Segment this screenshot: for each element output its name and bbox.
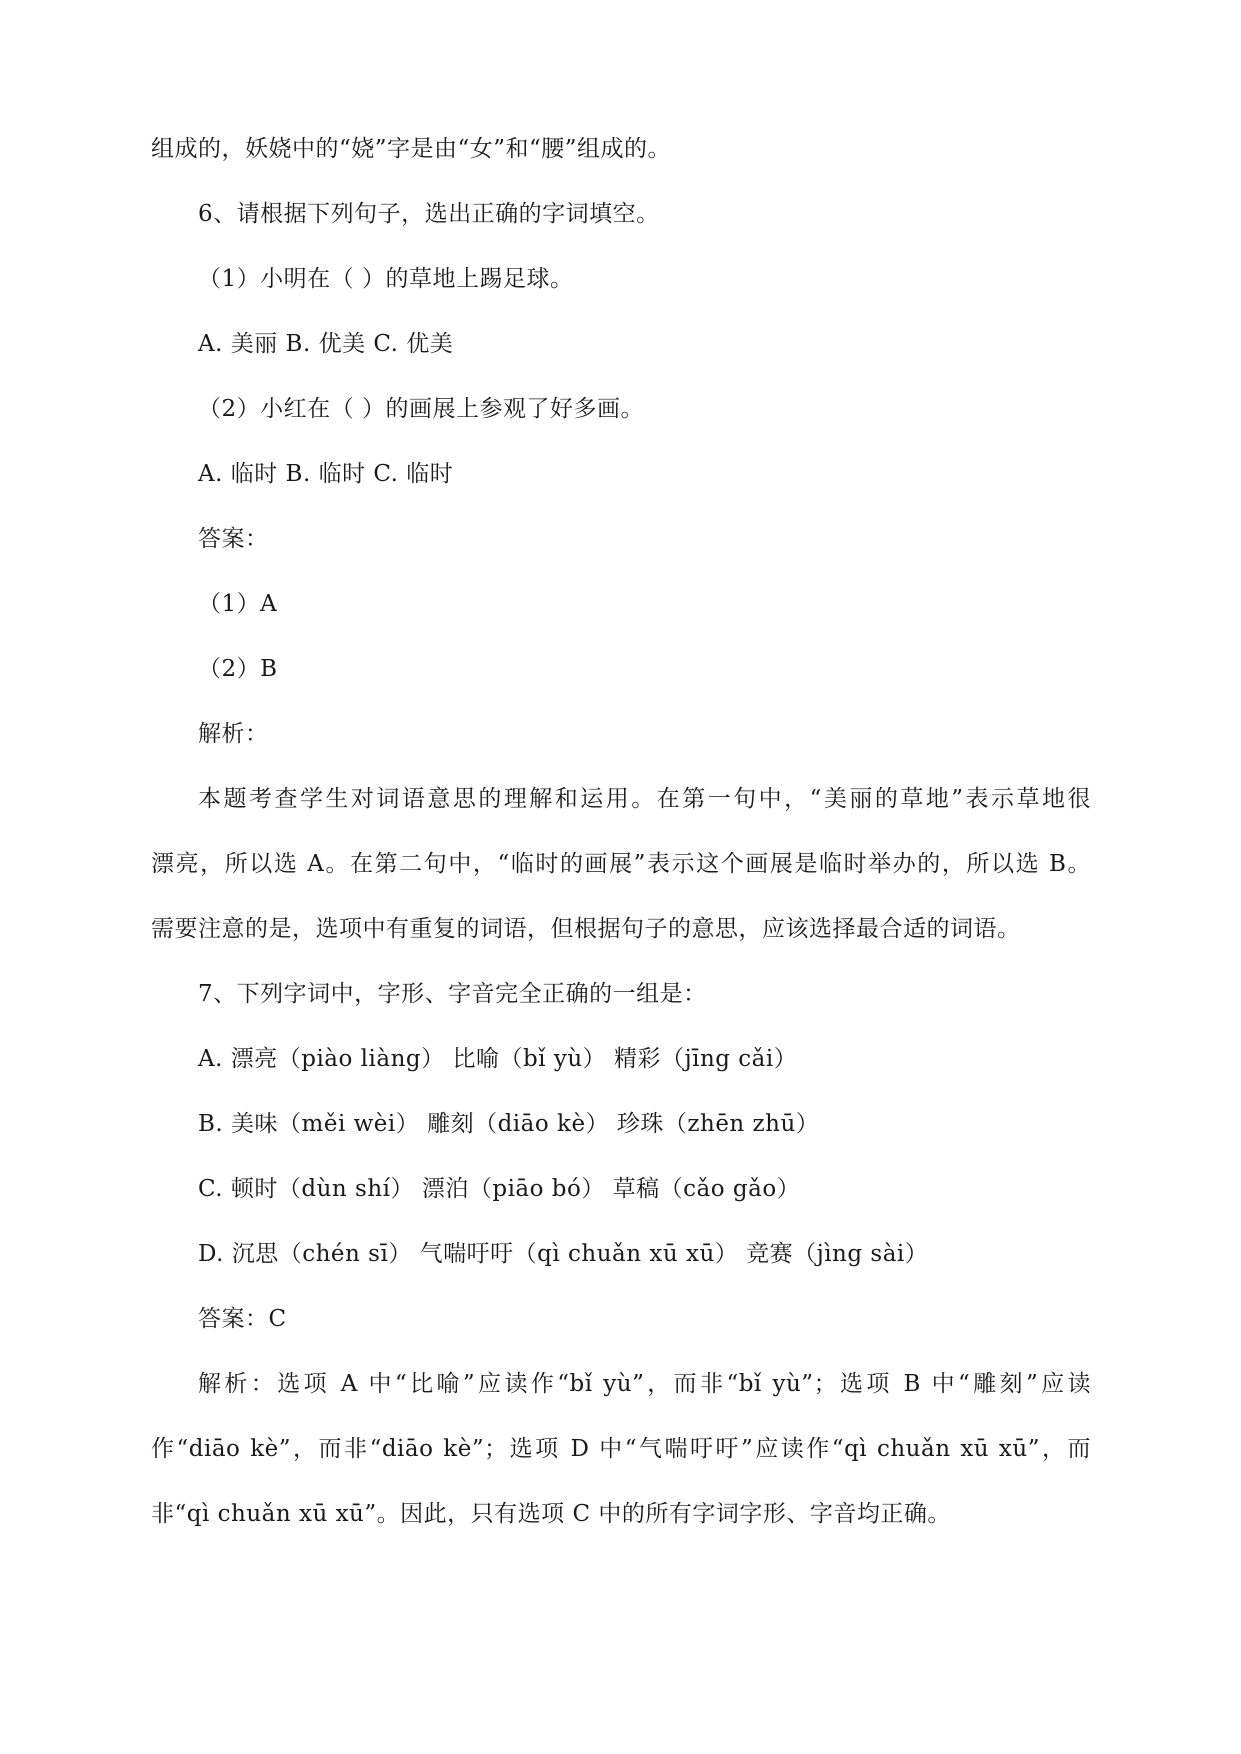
text-line: （1）小明在（ ）的草地上踢足球。 (198, 266, 574, 292)
text-line: 6、请根据下列句子，选出正确的字词填空。 (198, 201, 660, 227)
text-line: （2）B (198, 656, 278, 682)
text-line: 解析： (198, 721, 269, 747)
text-line: 7、下列字词中，字形、字音完全正确的一组是： (198, 981, 707, 1007)
text-line: C. 顿时（dùn shí） 漂泊（piāo bó） 草稿（cǎo gǎo） (198, 1176, 801, 1202)
document-body (151, 132, 1091, 1562)
text-line: A. 临时 B. 临时 C. 临时 (198, 461, 454, 487)
text-line: 非“qì chuǎn xū xū”。因此，只有选项 C 中的所有字词字形、字音均正确。 (151, 1501, 951, 1527)
text-line: （1）A (198, 591, 278, 617)
text-line: A. 美丽 B. 优美 C. 优美 (198, 331, 454, 357)
text-line: 漂亮，所以选 A。在第二句中，“临时的画展”表示这个画展是临时举办的，所以选 B。 (151, 851, 1091, 877)
text-line: 需要注意的是，选项中有重复的词语，但根据句子的意思，应该选择最合适的词语。 (151, 916, 1021, 942)
text-line: 答案：C (198, 1306, 287, 1332)
text-line: 解析：选项 A 中“比喻”应读作“bǐ yù”，而非“bǐ yù”；选项 B 中“雕刻”应读 (198, 1371, 1091, 1397)
text-line: A. 漂亮（piào liàng） 比喻（bǐ yù） 精彩（jīng cǎi） (198, 1046, 798, 1072)
text-line: D. 沉思（chén sī） 气喘吁吁（qì chuǎn xū xū） 竞赛（jìng sài） (198, 1241, 929, 1267)
text-line: 答案： (198, 526, 269, 552)
text-line: 本题考查学生对词语意思的理解和运用。在第一句中，“美丽的草地”表示草地很 (198, 786, 1091, 812)
text-line: 作“diāo kè”，而非“diāo kè”；选项 D 中“气喘吁吁”应读作“qì chuǎn xū xū”，而 (151, 1436, 1091, 1462)
text-line: （2）小红在（ ）的画展上参观了好多画。 (198, 396, 644, 422)
text-line: B. 美味（měi wèi） 雕刻（diāo kè） 珍珠（zhēn zhū） (198, 1111, 820, 1137)
text-line: 组成的，妖娆中的“娆”字是由“女”和“腰”组成的。 (151, 136, 672, 162)
